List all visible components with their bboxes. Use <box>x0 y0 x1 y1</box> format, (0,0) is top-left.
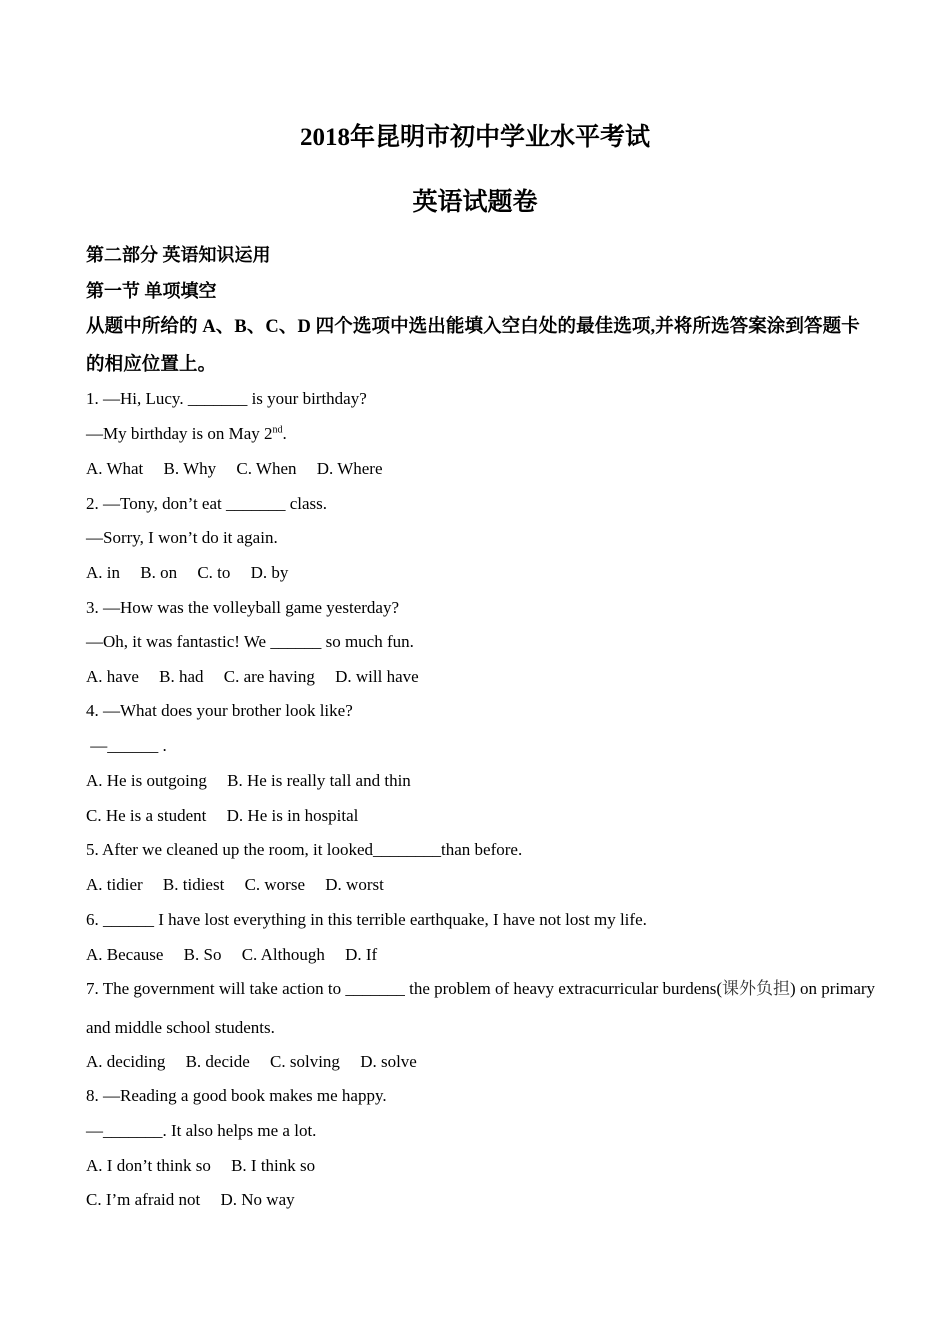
q3-option-b: B. had <box>159 667 204 686</box>
q7-option-c: C. solving <box>270 1052 340 1071</box>
q8-option-d: D. No way <box>220 1190 295 1209</box>
q7-option-a: A. deciding <box>86 1052 166 1071</box>
q4-options-row-2 <box>86 805 886 827</box>
q1-answer-superscript: nd <box>272 424 283 436</box>
q1-option-d: D. Where <box>316 459 383 478</box>
q4-option-d: D. He is in hospital <box>226 806 359 825</box>
q2-option-b: B. on <box>140 563 178 582</box>
q8-options-row-2 <box>86 1189 886 1211</box>
q8-question: 8. —Reading a good book makes me happy. <box>86 1086 387 1105</box>
q7-chinese-gloss: 课外负担 <box>722 979 791 998</box>
q1-answer-period: . <box>282 424 287 443</box>
q6-option-c: C. Although <box>241 945 325 964</box>
q1-options <box>86 458 886 480</box>
q5-option-d: D. worst <box>325 875 384 894</box>
q7-question-line-1 <box>86 978 886 1000</box>
q7-question-line-2: and middle school students. <box>86 1018 275 1037</box>
q5-option-c: C. worse <box>244 875 306 894</box>
q1-answer-text: —My birthday is on May 2 <box>86 424 273 443</box>
q5-question: 5. After we cleaned up the room, it looked________than before. <box>86 840 523 859</box>
q7-option-b: B. decide <box>185 1052 250 1071</box>
q2-option-a: A. in <box>86 563 120 582</box>
q1-option-c: C. When <box>236 459 297 478</box>
q1-answer <box>86 423 886 445</box>
q4-option-a: A. He is outgoing <box>86 771 207 790</box>
q3-option-d: D. will have <box>335 667 419 686</box>
q4-option-c: C. He is a student <box>86 806 207 825</box>
q8-options-row-1 <box>86 1155 886 1177</box>
instruction-line-2: 的相应位置上。 <box>86 355 217 375</box>
q3-option-c: C. are having <box>223 667 315 686</box>
q3-option-a: A. have <box>86 667 139 686</box>
q3-question: 3. —How was the volleyball game yesterday? <box>86 598 399 617</box>
q3-options <box>86 666 886 688</box>
q7-option-d: D. solve <box>360 1052 417 1071</box>
q7-options <box>86 1051 886 1073</box>
q1-option-a: A. What <box>86 459 144 478</box>
q1-option-b: B. Why <box>163 459 217 478</box>
q2-answer: —Sorry, I won’t do it again. <box>86 528 278 547</box>
q6-options <box>86 944 886 966</box>
q2-question: 2. —Tony, don’t eat _______ class. <box>86 494 328 513</box>
q5-options <box>86 874 886 896</box>
exam-title: 2018年昆明市初中学业水平考试 <box>299 124 650 151</box>
q8-answer: —_______. It also helps me a lot. <box>86 1121 317 1140</box>
q6-option-a: A. Because <box>86 945 164 964</box>
q7-question-text: 7. The government will take action to _______ the problem of heavy extracurricular burdens( <box>86 979 723 998</box>
q6-question: 6. ______ I have lost everything in this terrible earthquake, I have not lost my life. <box>86 910 647 929</box>
q2-options <box>86 562 886 584</box>
instruction-line-1: 从题中所给的 A、B、C、D 四个选项中选出能填入空白处的最佳选项,并将所选答案涂到答题卡 <box>86 317 860 337</box>
q8-option-c: C. I’m afraid not <box>86 1190 201 1209</box>
q5-option-a: A. tidier <box>86 875 143 894</box>
q4-options-row-1 <box>86 770 886 792</box>
q4-answer: —______ . <box>86 736 167 755</box>
q4-option-b: B. He is really tall and thin <box>227 771 411 790</box>
q3-answer: —Oh, it was fantastic! We ______ so much fun. <box>86 632 414 651</box>
q2-option-d: D. by <box>250 563 289 582</box>
part-heading: 第二部分 英语知识运用 <box>86 245 271 265</box>
q2-option-c: C. to <box>197 563 231 582</box>
q7-question-text-end: ) on primary <box>790 979 876 998</box>
q8-option-b: B. I think so <box>231 1156 316 1175</box>
q6-option-b: B. So <box>183 945 222 964</box>
q6-option-d: D. If <box>345 945 378 964</box>
q8-option-a: A. I don’t think so <box>86 1156 211 1175</box>
q1-question: 1. —Hi, Lucy. _______ is your birthday? <box>86 389 367 408</box>
section-heading: 第一节 单项填空 <box>86 281 217 301</box>
exam-subtitle: 英语试题卷 <box>412 189 538 216</box>
q5-option-b: B. tidiest <box>162 875 225 894</box>
q4-question: 4. —What does your brother look like? <box>86 701 353 720</box>
